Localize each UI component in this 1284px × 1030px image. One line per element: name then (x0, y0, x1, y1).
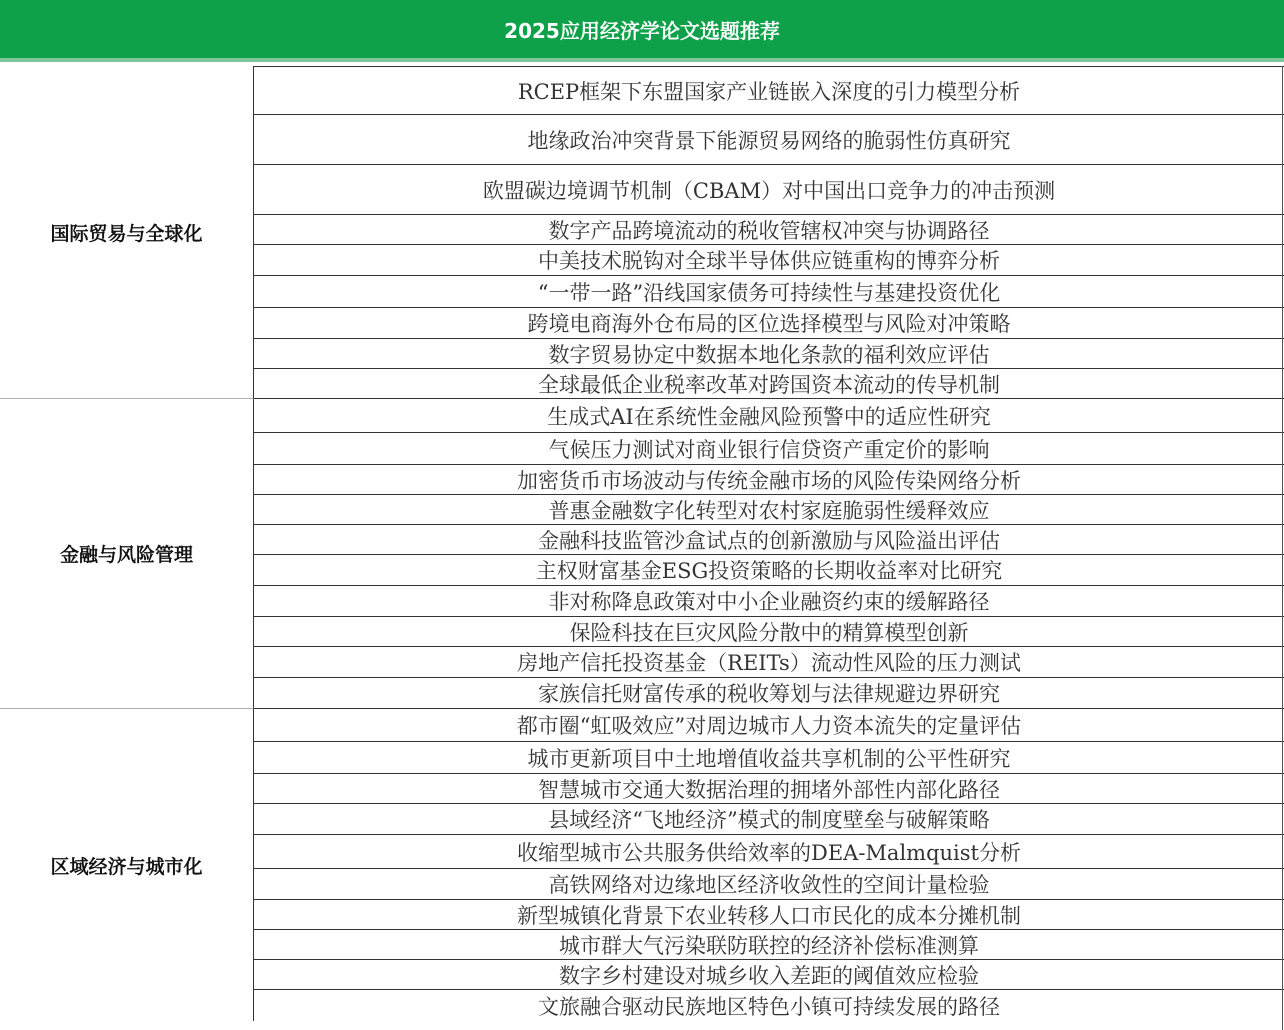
topic-text: 数字乡村建设对城乡收入差距的阈值效应检验 (559, 963, 979, 988)
category-label: 金融与风险管理 (59, 544, 193, 566)
table-row (254, 677, 1284, 708)
table-row (254, 307, 1284, 338)
table-row (254, 524, 1284, 554)
table-row (254, 368, 1284, 398)
table-row (254, 494, 1284, 524)
table-row (254, 338, 1284, 368)
table-row (254, 868, 1284, 899)
table-row (254, 989, 1284, 1021)
table-row (254, 114, 1284, 164)
topic-text: 城市群大气污染联防联控的经济补偿标准测算 (559, 933, 979, 958)
table-row (254, 275, 1284, 307)
topic-text: 收缩型城市公共服务供给效率的DEA-Malmquist分析 (517, 840, 1021, 865)
table-row (254, 803, 1284, 834)
topic-text: 欧盟碳边境调节机制（CBAM）对中国出口竞争力的冲击预测 (482, 178, 1056, 203)
category-cell (0, 66, 254, 398)
topic-text: 数字贸易协定中数据本地化条款的福利效应评估 (548, 342, 990, 367)
table-row (254, 398, 1284, 432)
topic-text: 城市更新项目中土地增值收益共享机制的公平性研究 (527, 746, 1011, 771)
topic-text: 主权财富基金ESG投资策略的长期收益率对比研究 (535, 559, 1003, 583)
table-row (254, 929, 1284, 959)
topic-text: 跨境电商海外仓布局的区位选择模型与风险对冲策略 (527, 312, 1011, 336)
table-row (254, 66, 1284, 114)
topic-text: 中美技术脱钩对全球半导体供应链重构的博弈分析 (538, 249, 1000, 273)
table-row (254, 585, 1284, 616)
category-cell (0, 708, 254, 1021)
table-row (254, 959, 1284, 989)
table-row (254, 554, 1284, 585)
topic-text: 保险科技在巨灾风险分散中的精算模型创新 (569, 620, 969, 645)
table-row (254, 741, 1284, 773)
table-row (254, 616, 1284, 646)
category-label: 国际贸易与全球化 (50, 222, 203, 245)
topic-text: 非对称降息政策对中小企业融资约束的缓解路径 (548, 590, 990, 614)
table-row (254, 646, 1284, 677)
topic-text: 家族信托财富传承的税收筹划与法律规避边界研究 (538, 682, 1000, 706)
table-right-border (1282, 66, 1283, 1030)
topic-text: 县域经济“飞地经济”模式的制度壁垒与破解策略 (548, 808, 990, 832)
table-row (254, 899, 1284, 929)
topic-text: 气候压力测试对商业银行信贷资产重定价的影响 (548, 437, 990, 462)
topic-text: 新型城镇化背景下农业转移人口市民化的成本分摊机制 (517, 903, 1021, 928)
table-row (254, 708, 1284, 741)
table-title-bar (0, 0, 1284, 62)
topic-text: 都市圈“虹吸效应”对周边城市人力资本流失的定量评估 (516, 714, 1022, 738)
topic-text: 地缘政治冲突背景下能源贸易网络的脆弱性仿真研究 (527, 128, 1011, 153)
topic-text: 文旅融合驱动民族地区特色小镇可持续发展的路径 (538, 994, 1000, 1019)
topic-text: 房地产信托投资基金（REITs）流动性风险的压力测试 (517, 651, 1021, 675)
topic-text: 数字产品跨境流动的税收管辖权冲突与协调路径 (548, 218, 990, 243)
topic-text: 智慧城市交通大数据治理的拥堵外部性内部化路径 (538, 777, 1000, 802)
topic-text: 加密货币市场波动与传统金融市场的风险传染网络分析 (517, 468, 1021, 493)
topic-text: 普惠金融数字化转型对农村家庭脆弱性缓释效应 (548, 498, 990, 523)
topic-text: RCEP框架下东盟国家产业链嵌入深度的引力模型分析 (517, 79, 1021, 104)
table-row (254, 164, 1284, 214)
table-row (254, 834, 1284, 868)
topic-text: 全球最低企业税率改革对跨国资本流动的传导机制 (538, 372, 1000, 397)
table-row (254, 773, 1284, 803)
table-row (254, 464, 1284, 494)
topic-text: 生成式AI在系统性金融风险预警中的适应性研究 (547, 404, 991, 429)
table-title: 2025应用经济学论文选题推荐 (504, 18, 780, 43)
topic-text: “一带一路”沿线国家债务可持续性与基建投资优化 (537, 280, 1001, 305)
topic-text: 高铁网络对边缘地区经济收敛性的空间计量检验 (548, 873, 990, 897)
category-cell (0, 398, 254, 708)
table-row (254, 432, 1284, 464)
topic-text: 金融科技监管沙盒试点的创新激励与风险溢出评估 (538, 528, 1000, 553)
category-label: 区域经济与城市化 (50, 855, 203, 878)
table-row (254, 244, 1284, 275)
table-row (254, 214, 1284, 244)
topics-table (0, 66, 1284, 1030)
